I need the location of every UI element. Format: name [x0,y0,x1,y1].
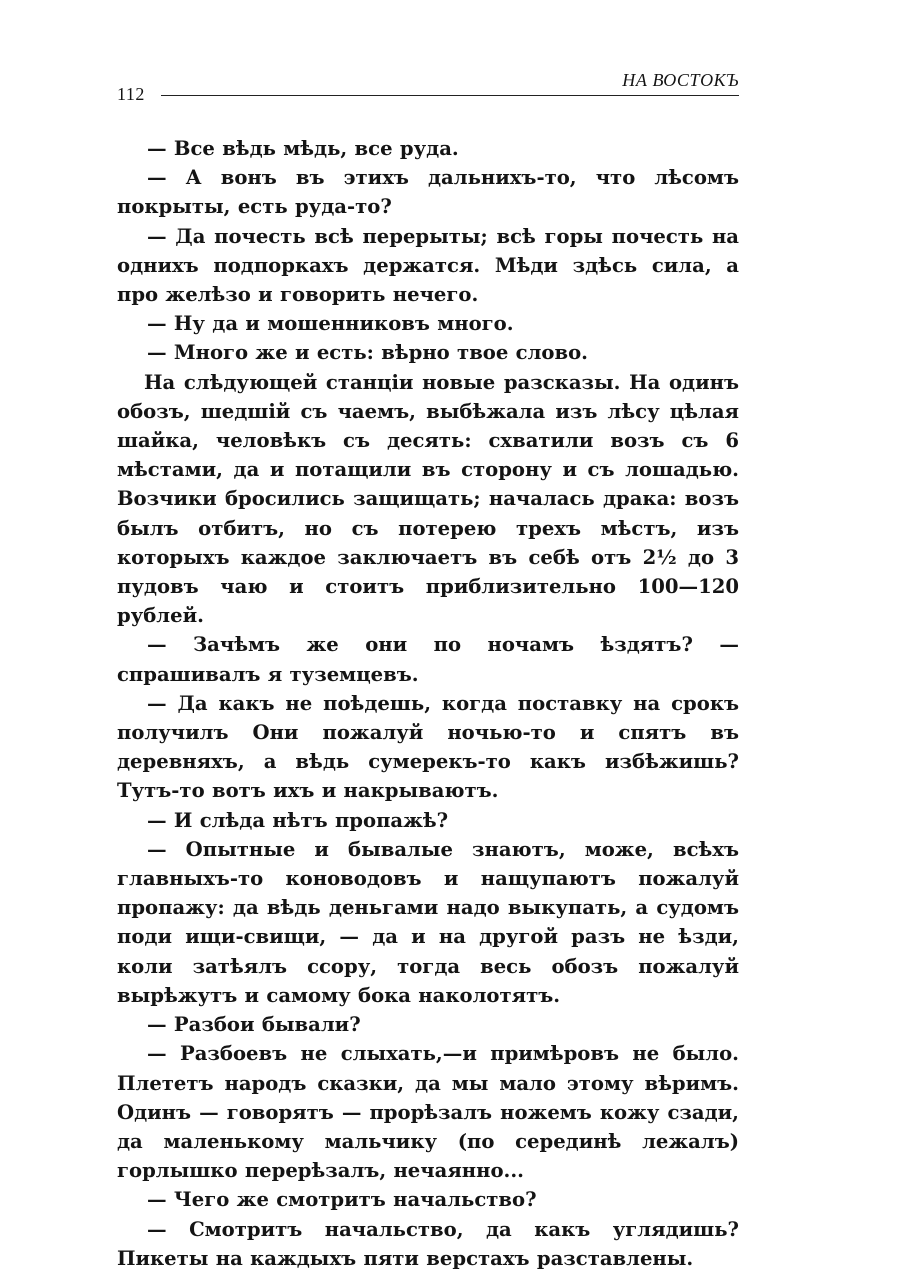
paragraph: — Ну да и мошенниковъ много. [147,312,514,336]
paragraph: — Смотритъ начальство, да какъ углядишь? Пикеты на каждыхъ пяти верстахъ разставлены. [117,1217,739,1270]
paragraph: — Чего же смотритъ начальство? [147,1188,537,1212]
paragraph: На слѣдующей станціи новые разсказы. На одинъ обозъ, шедшій съ чаемъ, выбѣжала изъ лѣсу цѣлая шайка, человѣкъ съ десять: схватили возъ съ 6 мѣстами, да и потащили въ сторону и съ лошадью. Возчики бросились защищать; началась драка: возъ былъ отбитъ, но съ потерею трехъ мѣстъ, изъ которыхъ каждое заключаетъ въ себѣ отъ 2½ до 3 пудовъ чаю и стоитъ приблизительно 100—120 рублей. [117,370,739,628]
paragraph: — Разбои бывали? [147,1013,361,1037]
paragraph: — Зачѣмъ же они по ночамъ ѣздятъ? — спрашивалъ я туземцевъ. [117,633,739,686]
paragraph: — Да какъ не поѣдешь, когда поставку на срокъ получилъ Они пожалуй ночью-то и спятъ въ деревняхъ, а вѣдь сумерекъ-то какъ избѣжишь? Тутъ-то вотъ ихъ и накрываютъ. [117,691,739,803]
paragraph: — И слѣда нѣтъ пропажѣ? [147,808,449,832]
body-text [117,134,739,1273]
paragraph: — Опытные и бывалые знаютъ, може, всѣхъ главныхъ-то коноводовъ и нащупаютъ пожалуй пропажу: да вѣдь деньгами надо выкупать, а судомъ поди ищи-свищи, — да и на другой разъ не ѣзди, коли затѣялъ ссору, тогда весь обозъ пожалуй вырѣжутъ и самому бока наколотятъ. [117,837,739,1007]
page-header [117,70,739,104]
paragraph: — Разбоевъ не слыхать,—и примѣровъ не было. Плететъ народъ сказки, да мы мало этому вѣримъ. Одинъ — говорятъ — прорѣзалъ ножемъ кожу сзади, да маленькому мальчику (по серединѣ лежалъ) горлышко перерѣзалъ, нечаянно... [117,1042,739,1183]
paragraph: — Все вѣдь мѣдь, все руда. [147,137,459,160]
paragraph: — Да почесть всѣ перерыты; всѣ горы почесть на однихъ подпоркахъ держатся. Мѣди здѣсь сила, а про желѣзо и говорить нечего. [117,224,739,307]
paragraph: — Много же и есть: вѣрно твое слово. [147,341,588,365]
header-rule [161,95,739,96]
paragraph: — А вонъ въ этихъ дальнихъ-то, что лѣсомъ покрыты, есть руда-то? [117,166,739,219]
running-title: НА ВОСТОКЪ [622,70,739,90]
page-number: 112 [117,84,145,104]
